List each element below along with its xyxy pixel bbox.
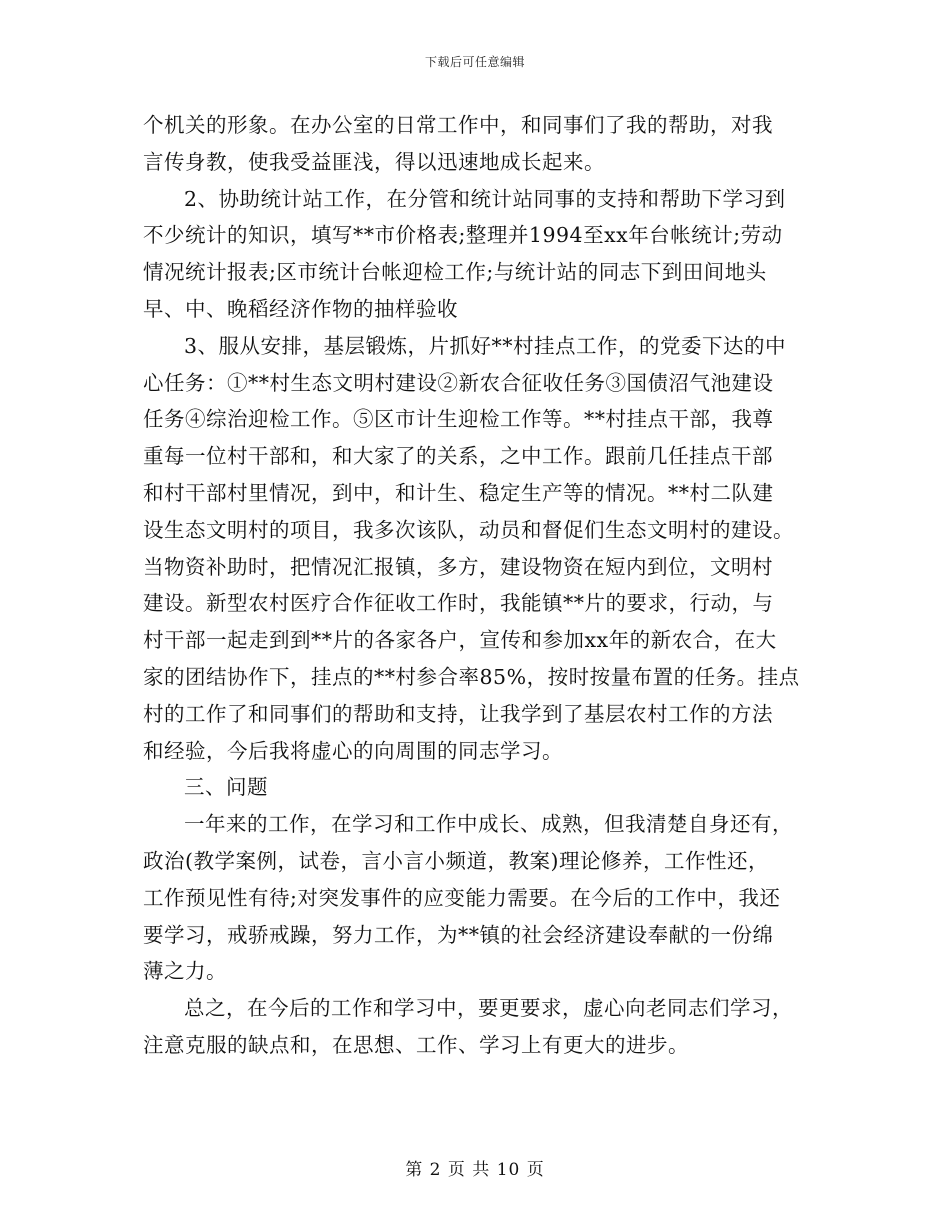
body-line: 2、协助统计站工作，在分管和统计站同事的支持和帮助下学习到 [184,186,786,211]
body-line: 重每一位村干部和，和大家了的关系，之中工作。跟前几任挂点干部 [143,444,773,469]
body-line: 言传身教，使我受益匪浅，得以迅速地成长起来。 [143,149,605,174]
body-line: 当物资补助时，把情况汇报镇，多方，建设物资在短内到位，文明村 [143,554,773,579]
body-line: 3、服从安排，基层锻炼，片抓好**村挂点工作，的党委下达的中 [184,333,787,358]
page-number: 第 2 页 共 10 页 [405,1160,545,1180]
body-line: 建设。新型农村医疗合作征收工作时，我能镇**片的要求，行动，与 [143,591,774,616]
body-line: 家的团结协作下，挂点的**村参合率85%，按时按量布置的任务。挂点 [143,664,800,689]
body-line: 心任务：①**村生态文明村建设②新农合征收任务③国债沼气池建设 [143,370,774,395]
body-line: 一年来的工作，在学习和工作中成长、成熟，但我清楚自身还有， [184,812,793,837]
body-line: 注意克服的缺点和，在思想、工作、学习上有更大的进步。 [143,1032,689,1057]
document-body [143,107,809,1064]
body-line: 政治(教学案例，试卷，言小言小频道，教案)理论修养，工作性还， [143,848,769,873]
body-line: 不少统计的知识，填写**市价格表;整理并1994至xx年台帐统计;劳动 [143,223,783,248]
body-line: 早、中、晚稻经济作物的抽样验收 [143,296,458,321]
section-heading: 三、问题 [184,775,268,800]
body-line: 总之，在今后的工作和学习中，要更要求，虚心向老同志们学习， [184,996,793,1021]
body-line: 村干部一起走到到**片的各家各户，宣传和参加xx年的新农合，在大 [143,628,777,653]
body-line: 村的工作了和同事们的帮助和支持，让我学到了基层农村工作的方法 [143,701,773,726]
page-header: 下载后可任意编辑 [424,55,525,69]
body-line: 和村干部村里情况，到中，和计生、稳定生产等的情况。**村二队建 [143,480,774,505]
body-line: 任务④综治迎检工作。⑤区市计生迎检工作等。**村挂点干部，我尊 [143,407,774,432]
body-line: 工作预见性有待;对突发事件的应变能力需要。在今后的工作中，我还 [143,885,781,910]
body-line: 薄之力。 [143,959,227,984]
body-line: 情况统计报表;区市统计台帐迎检工作;与统计站的同志下到田间地头 [143,260,767,285]
body-line: 个机关的形象。在办公室的日常工作中，和同事们了我的帮助，对我 [143,113,773,137]
body-line: 要学习，戒骄戒躁，努力工作，为**镇的社会经济建设奉献的一份绵 [143,922,774,947]
body-line: 设生态文明村的项目，我多次该队，动员和督促们生态文明村的建设。 [143,517,794,542]
body-line: 和经验，今后我将虚心的向周围的同志学习。 [143,738,563,763]
